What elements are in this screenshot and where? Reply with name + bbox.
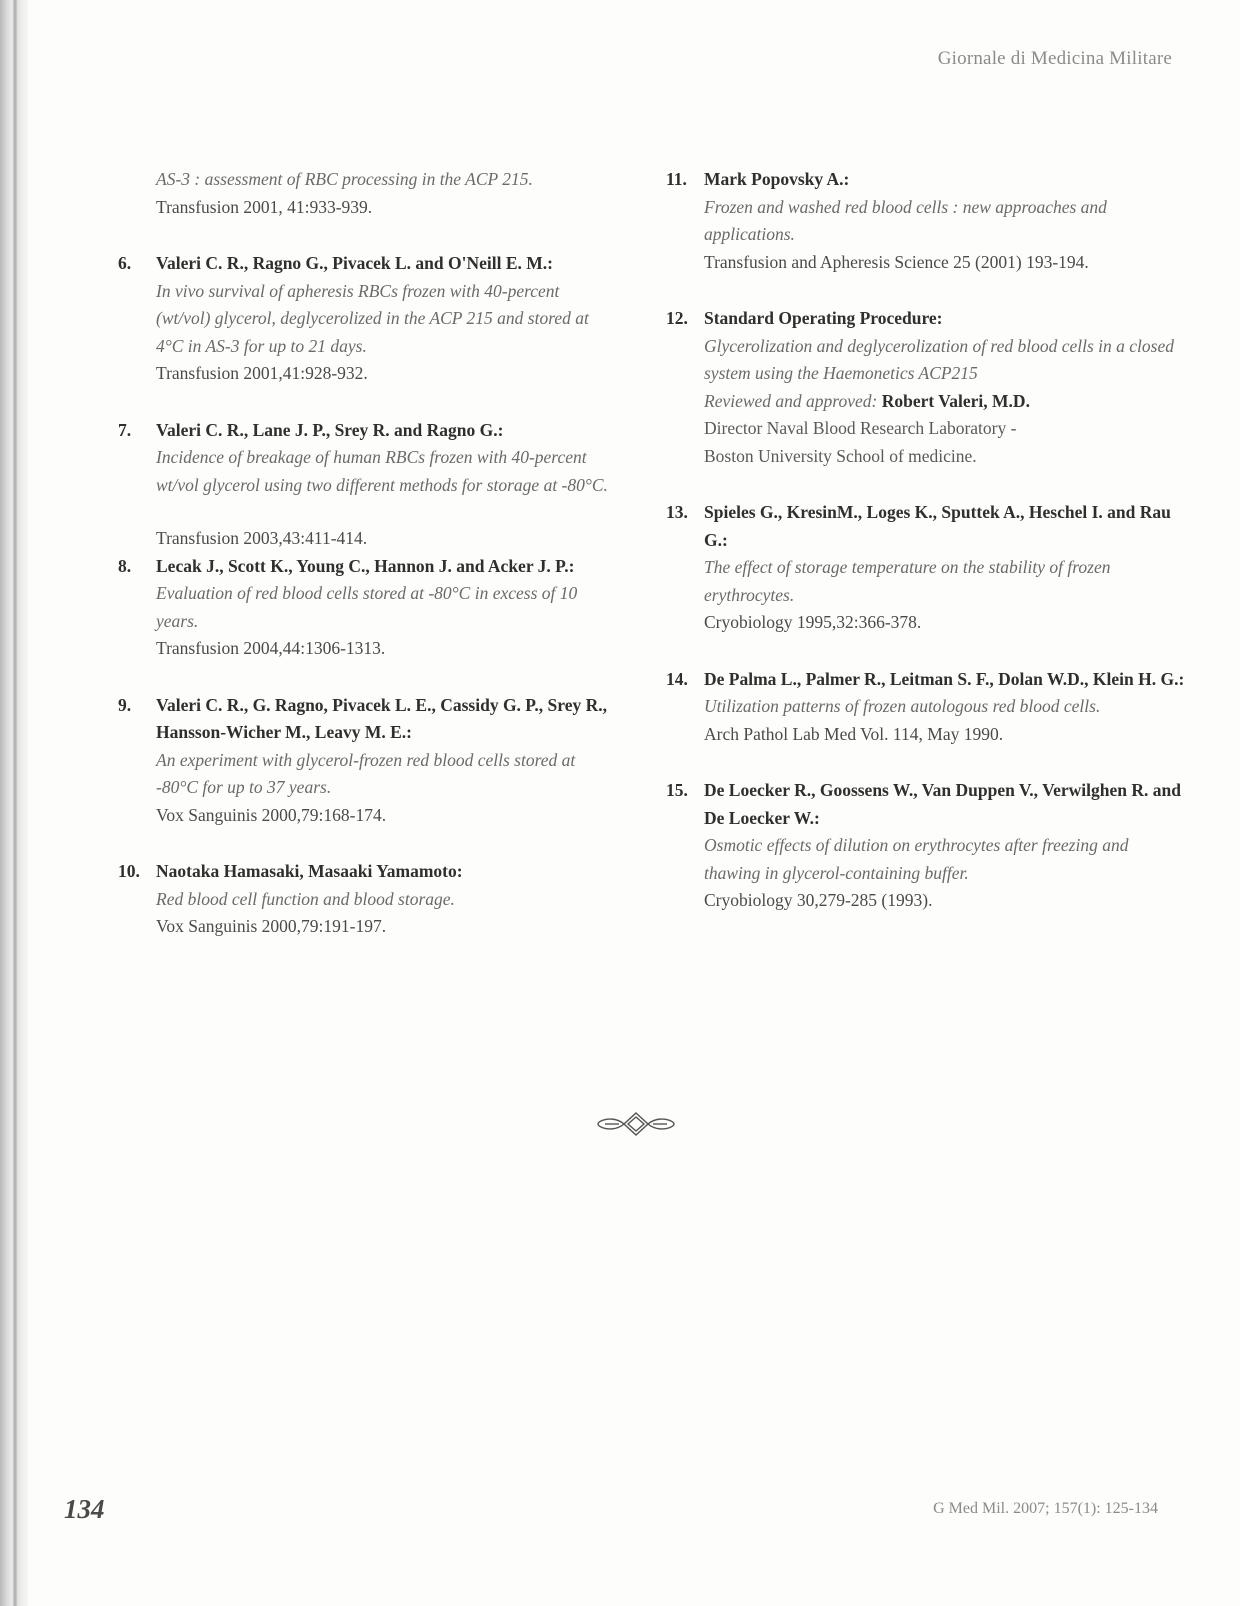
references-right-column <box>666 166 1186 944</box>
reference-source: Transfusion 2004,44:1306-1313. <box>156 638 386 658</box>
page-binding-edge <box>0 0 28 1606</box>
reference-15 <box>666 777 1186 915</box>
reference-number: 11. <box>666 169 687 189</box>
reference-number: 7. <box>118 419 132 440</box>
reference-title: Red blood cell function and blood storage. <box>156 888 455 909</box>
reference-7 <box>118 417 618 553</box>
reference-9 <box>118 692 618 830</box>
reference-source: Arch Pathol Lab Med Vol. 114, May 1990. <box>704 723 1004 744</box>
reference-source: Vox Sanguinis 2000,79:191-197. <box>156 916 387 936</box>
reference-title: Osmotic effects of dilution on erythrocytes after freezing and thawing in glycerol-containing buffer. <box>704 835 1129 883</box>
journal-header: Giornale di Medicina Militare <box>937 48 1172 69</box>
reference-authors: De Loecker R., Goossens W., Van Duppen V., Verwilghen R. and De Loecker W.: <box>704 780 1181 828</box>
reviewer-name: Robert Valeri, M.D. <box>881 390 1030 411</box>
reference-affiliation-line: Director Naval Blood Research Laboratory - <box>704 418 1017 438</box>
reference-number: 14. <box>666 668 688 689</box>
reference-title: In vivo survival of apheresis RBCs frozen with 40-percent (wt/vol) glycerol, deglycerolized in the ACP 215 and stored at 4°C in AS-3 for up to 21 days. <box>156 280 589 356</box>
reference-title: Evaluation of red blood cells stored at -80°C in excess of 10 years. <box>156 583 578 631</box>
reference-source: Vox Sanguinis 2000,79:168-174. <box>156 804 387 825</box>
reference-10 <box>118 858 618 941</box>
reference-authors: Valeri C. R., G. Ragno, Pivacek L. E., Cassidy G. P., Srey R., Hansson-Wicher M., Leavy M. E.: <box>156 694 607 742</box>
reference-authors: Mark Popovsky A.: <box>704 169 850 189</box>
reference-6 <box>118 250 618 388</box>
reference-number: 10. <box>118 861 140 881</box>
ornament-divider-icon <box>595 1110 677 1138</box>
reference-14 <box>666 666 1186 749</box>
reference-affiliation-line: Boston University School of medicine. <box>704 445 977 466</box>
reference-authors: Lecak J., Scott K., Young C., Hannon J. and Acker J. P.: <box>156 555 575 576</box>
reference-11 <box>666 166 1186 276</box>
reference-source: Cryobiology 1995,32:366-378. <box>704 612 922 632</box>
reference-title: An experiment with glycerol-frozen red blood cells stored at -80°C for up to 37 years. <box>156 749 576 797</box>
reference-5-continuation <box>118 166 618 221</box>
reference-title: Glycerolization and deglycerolization of red blood cells in a closed system using the Haemonetics ACP215 <box>704 335 1174 383</box>
reference-8 <box>118 553 618 663</box>
references-left-column <box>118 166 618 970</box>
reference-number: 8. <box>118 555 132 576</box>
reference-title: The effect of storage temperature on the stability of frozen erythrocytes. <box>704 557 1111 605</box>
reference-title: Utilization patterns of frozen autologous red blood cells. <box>704 696 1101 716</box>
reference-number: 15. <box>666 780 688 800</box>
reference-authors: Valeri C. R., Ragno G., Pivacek L. and O'Neill E. M.: <box>156 253 553 273</box>
reference-authors: Spieles G., KresinM., Loges K., Sputtek A., Heschel I. and Rau G.: <box>704 502 1171 550</box>
reference-source: Transfusion and Apheresis Science 25 (2001) 193-194. <box>704 251 1089 272</box>
reference-source: Cryobiology 30,279-285 (1993). <box>704 890 933 910</box>
reference-source: Transfusion 2001,41:928-932. <box>156 363 368 383</box>
reference-12 <box>666 305 1186 470</box>
reference-13 <box>666 499 1186 637</box>
reference-authors: De Palma L., Palmer R., Leitman S. F., Dolan W.D., Klein H. G.: <box>704 668 1185 689</box>
page-number: 134 <box>64 1494 105 1524</box>
reference-title: AS-3 : assessment of RBC processing in the ACP 215. <box>156 169 533 189</box>
reference-authors: Naotaka Hamasaki, Masaaki Yamamoto: <box>156 861 463 881</box>
footer-citation: G Med Mil. 2007; 157(1): 125-134 <box>933 1500 1158 1517</box>
reference-number: 13. <box>666 502 688 522</box>
reference-source: Transfusion 2003,43:411-414. <box>156 528 368 548</box>
reference-title: Incidence of breakage of human RBCs frozen with 40-percent wt/vol glycerol using two different methods for storage at -80°C. <box>156 447 608 495</box>
reference-number: 9. <box>118 694 132 715</box>
reviewed-label: Reviewed and approved: <box>704 390 878 411</box>
reference-authors: Valeri C. R., Lane J. P., Srey R. and Ragno G.: <box>156 419 504 440</box>
reference-reviewer-line <box>704 388 1186 416</box>
reference-number: 12. <box>666 308 688 328</box>
reference-number: 6. <box>118 253 132 273</box>
reference-source: Transfusion 2001, 41:933-939. <box>156 196 373 217</box>
reference-title: Frozen and washed red blood cells : new approaches and applications. <box>704 196 1107 244</box>
reference-authors: Standard Operating Procedure: <box>704 308 943 328</box>
